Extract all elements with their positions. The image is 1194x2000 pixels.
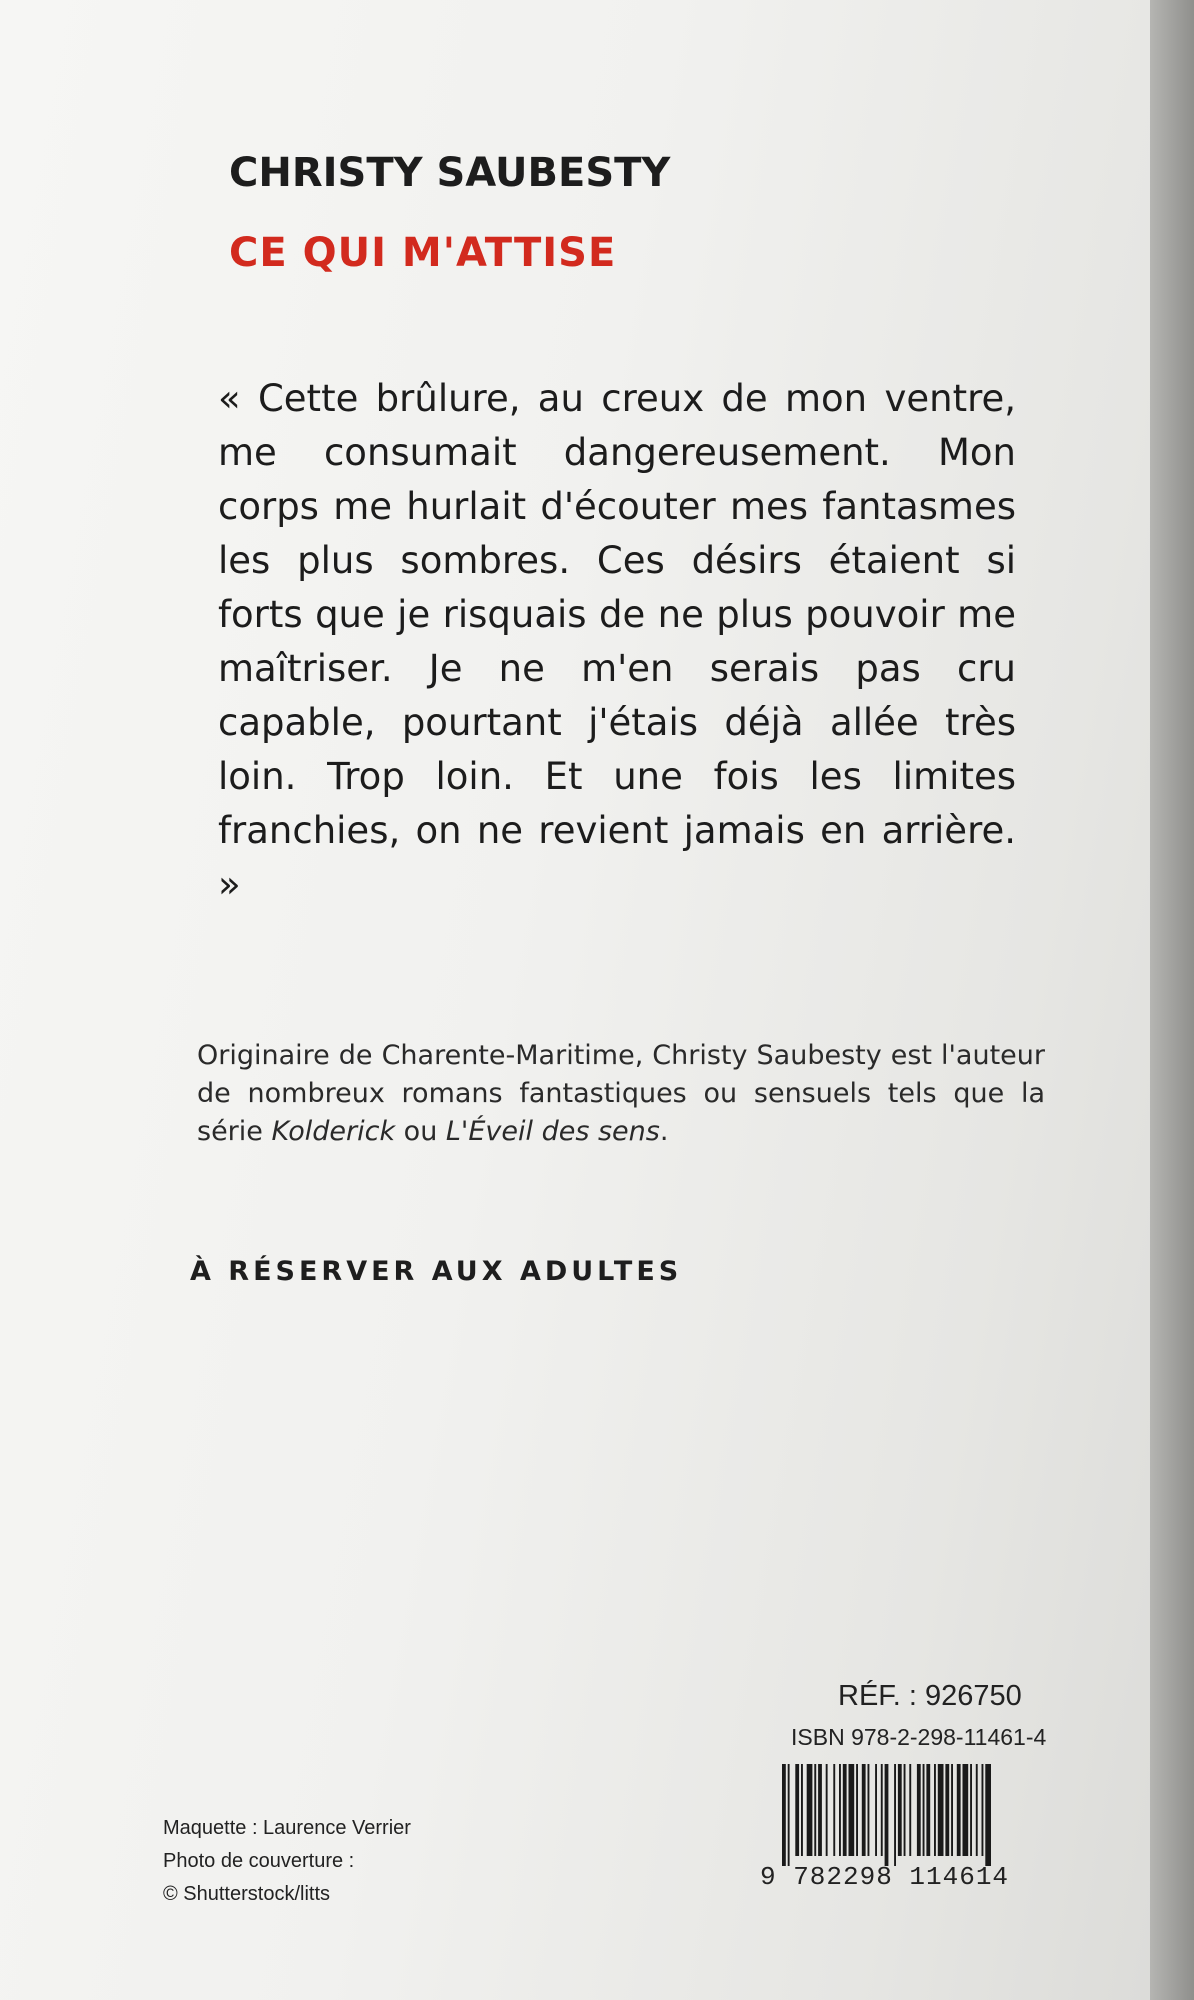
photo-credit-label: Photo de couverture : — [163, 1850, 355, 1872]
page-edge — [1150, 0, 1194, 2000]
cover-credits — [163, 1812, 411, 1911]
back-cover-quote: « Cette brûlure, au creux de mon ventre, me consumait dangereusement. Mon corps me hurlait d'écouter mes fantasmes les plus sombres. Ces désirs étaient si forts que je risquais de ne plus pouvoir me maîtriser. Je ne m'en serais pas cru capable, pourtant j'étais déjà allée très loin. Trop loin. Et une fois les limites franchies, on ne revient jamais en arrière. » — [218, 377, 1016, 906]
bio-series-eveil: L'Éveil des sens — [445, 1116, 660, 1147]
bio-end: . — [659, 1116, 669, 1147]
isbn-number: ISBN 978-2-298-11461-4 — [791, 1724, 1047, 1750]
adult-warning: À RÉSERVER AUX ADULTES — [190, 1256, 683, 1287]
reference-number: RÉF. : 926750 — [838, 1680, 1022, 1712]
bio-connector: ou — [395, 1116, 446, 1147]
barcode-digits: 9 782298 114614 — [760, 1862, 1010, 1892]
bio-text: Originaire de Charente-Maritime, Christy Saubesty est l'auteur de nombreux romans fantastiques ou sensuels tels que la série — [197, 1040, 1045, 1147]
author-name: CHRISTY SAUBESTY — [229, 150, 671, 196]
barcode-image — [780, 1764, 1074, 1866]
layout-credit: Maquette : Laurence Verrier — [163, 1817, 411, 1839]
bio-series-kolderick: Kolderick — [271, 1116, 396, 1147]
author-biography — [197, 1037, 1045, 1151]
book-title: CE QUI M'ATTISE — [229, 230, 617, 276]
photo-credit: © Shutterstock/litts — [163, 1883, 331, 1905]
